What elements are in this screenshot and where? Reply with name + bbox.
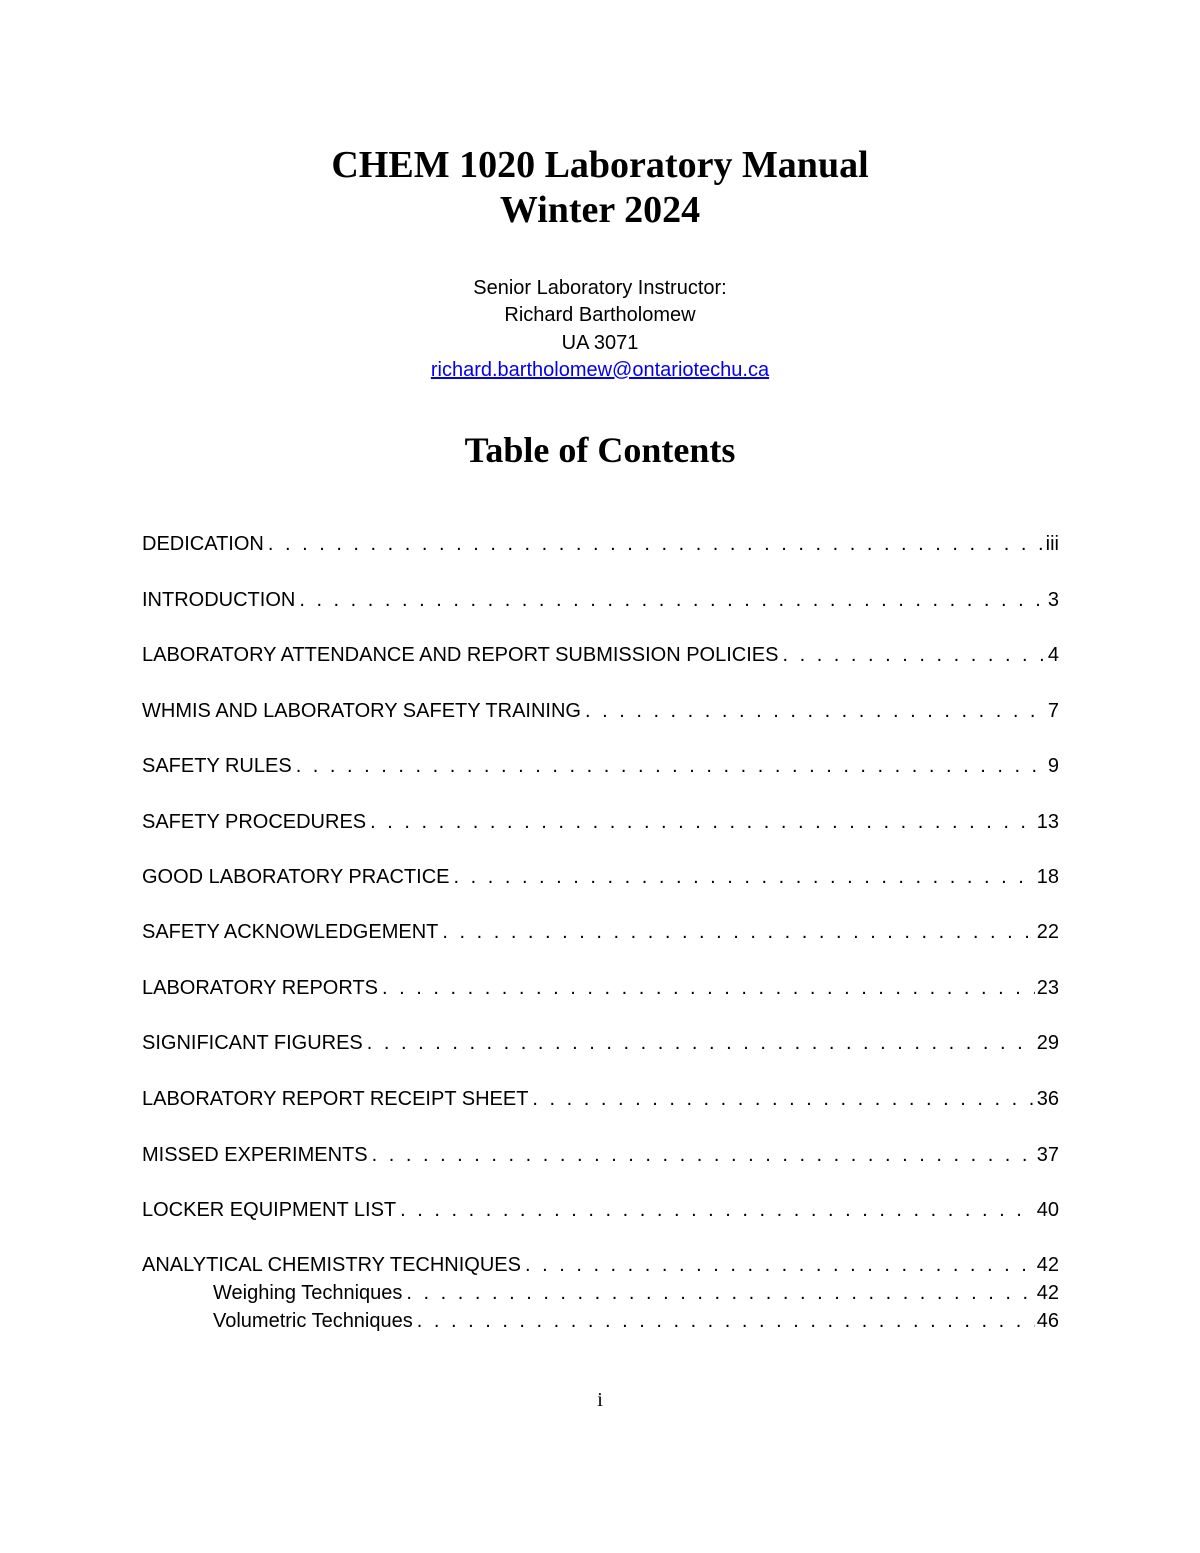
toc-entry-label: GOOD LABORATORY PRACTICE xyxy=(142,866,450,888)
toc-entry-safety-procedures[interactable] xyxy=(142,809,1059,835)
toc-entry-significant-figures[interactable] xyxy=(142,1030,1059,1056)
toc-dot-leader xyxy=(382,975,1035,1001)
toc-entry-safety-acknowledgement[interactable] xyxy=(142,919,1059,945)
toc-entry-page: 22 xyxy=(1036,921,1059,943)
document-title: CHEM 1020 Laboratory Manual xyxy=(331,144,869,186)
instructor-role: Senior Laboratory Instructor: xyxy=(473,277,727,299)
toc-entry-label: SAFETY RULES xyxy=(142,755,292,777)
instructor-email-line xyxy=(0,357,1200,383)
toc-dot-leader xyxy=(406,1280,1034,1306)
toc-entry-safety-rules[interactable] xyxy=(142,753,1059,779)
toc-dot-leader xyxy=(782,642,1045,668)
toc-entry-whmis-training[interactable] xyxy=(142,698,1059,724)
toc-entry-locker-equipment[interactable] xyxy=(142,1197,1059,1223)
toc-dot-leader xyxy=(585,698,1046,724)
toc-entry-introduction[interactable] xyxy=(142,587,1059,613)
toc-entry-analytical-techniques[interactable] xyxy=(142,1252,1059,1278)
toc-entry-label: DEDICATION xyxy=(142,533,264,555)
toc-entry-page: 42 xyxy=(1036,1254,1059,1276)
toc-entry-dedication[interactable] xyxy=(142,531,1059,557)
toc-entry-page: 40 xyxy=(1036,1199,1059,1221)
instructor-email-link[interactable]: richard.bartholomew@ontariotechu.ca xyxy=(430,359,770,381)
toc-entry-page: 37 xyxy=(1036,1144,1059,1166)
instructor-name: Richard Bartholomew xyxy=(504,304,696,326)
toc-dot-leader xyxy=(268,531,1044,557)
toc-entry-label: WHMIS AND LABORATORY SAFETY TRAINING xyxy=(142,700,581,722)
toc-entry-page: 42 xyxy=(1036,1282,1059,1304)
page-number: i xyxy=(597,1389,603,1411)
toc-dot-leader xyxy=(372,1142,1035,1168)
toc-entry-label: SIGNIFICANT FIGURES xyxy=(142,1032,363,1054)
toc-entry-label: Weighing Techniques xyxy=(213,1282,403,1304)
toc-entry-label: LABORATORY ATTENDANCE AND REPORT SUBMISSION POLICIES xyxy=(142,644,779,666)
toc-entry-label: INTRODUCTION xyxy=(142,589,296,611)
toc-entry-report-receipt-sheet[interactable] xyxy=(142,1086,1059,1112)
toc-dot-leader xyxy=(367,1030,1035,1056)
toc-entry-lab-reports[interactable] xyxy=(142,975,1059,1001)
toc-dot-leader xyxy=(299,587,1046,613)
toc-entry-missed-experiments[interactable] xyxy=(142,1142,1059,1168)
toc-dot-leader xyxy=(442,919,1034,945)
toc-entry-page: 3 xyxy=(1047,589,1059,611)
instructor-room: UA 3071 xyxy=(561,332,639,354)
toc-entry-page: 46 xyxy=(1036,1310,1059,1332)
toc-dot-leader xyxy=(400,1197,1035,1223)
toc-entry-label: LABORATORY REPORT RECEIPT SHEET xyxy=(142,1088,529,1110)
toc-entry-label: LOCKER EQUIPMENT LIST xyxy=(142,1199,397,1221)
toc-entry-label: SAFETY ACKNOWLEDGEMENT xyxy=(142,921,439,943)
toc-entry-label: SAFETY PROCEDURES xyxy=(142,811,367,833)
toc-entry-page: iii xyxy=(1045,533,1059,555)
toc-dot-leader xyxy=(525,1252,1035,1278)
toc-dot-leader xyxy=(417,1308,1035,1334)
toc-dot-leader xyxy=(453,864,1034,890)
toc-entry-page: 23 xyxy=(1036,977,1059,999)
document-term: Winter 2024 xyxy=(499,189,701,231)
toc-entry-page: 13 xyxy=(1036,811,1059,833)
toc-entry-label: MISSED EXPERIMENTS xyxy=(142,1144,368,1166)
toc-entry-page: 29 xyxy=(1036,1032,1059,1054)
toc-entry-page: 4 xyxy=(1047,644,1059,666)
toc-entry-page: 18 xyxy=(1036,866,1059,888)
toc-dot-leader xyxy=(532,1086,1034,1112)
toc-entry-good-lab-practice[interactable] xyxy=(142,864,1059,890)
toc-entry-label: ANALYTICAL CHEMISTRY TECHNIQUES xyxy=(142,1254,521,1276)
toc-entry-label: LABORATORY REPORTS xyxy=(142,977,379,999)
toc-heading: Table of Contents xyxy=(464,430,736,470)
toc-entry-page: 36 xyxy=(1036,1088,1059,1110)
toc-entry-attendance-policies[interactable] xyxy=(142,642,1059,668)
toc-entry-label: Volumetric Techniques xyxy=(213,1310,413,1332)
toc-entry-page: 9 xyxy=(1047,755,1059,777)
toc-dot-leader xyxy=(370,809,1035,835)
toc-entry-page: 7 xyxy=(1047,700,1059,722)
toc-dot-leader xyxy=(296,753,1046,779)
toc-subentry-weighing-techniques[interactable] xyxy=(213,1280,1059,1306)
toc-subentry-volumetric-techniques[interactable] xyxy=(213,1308,1059,1334)
